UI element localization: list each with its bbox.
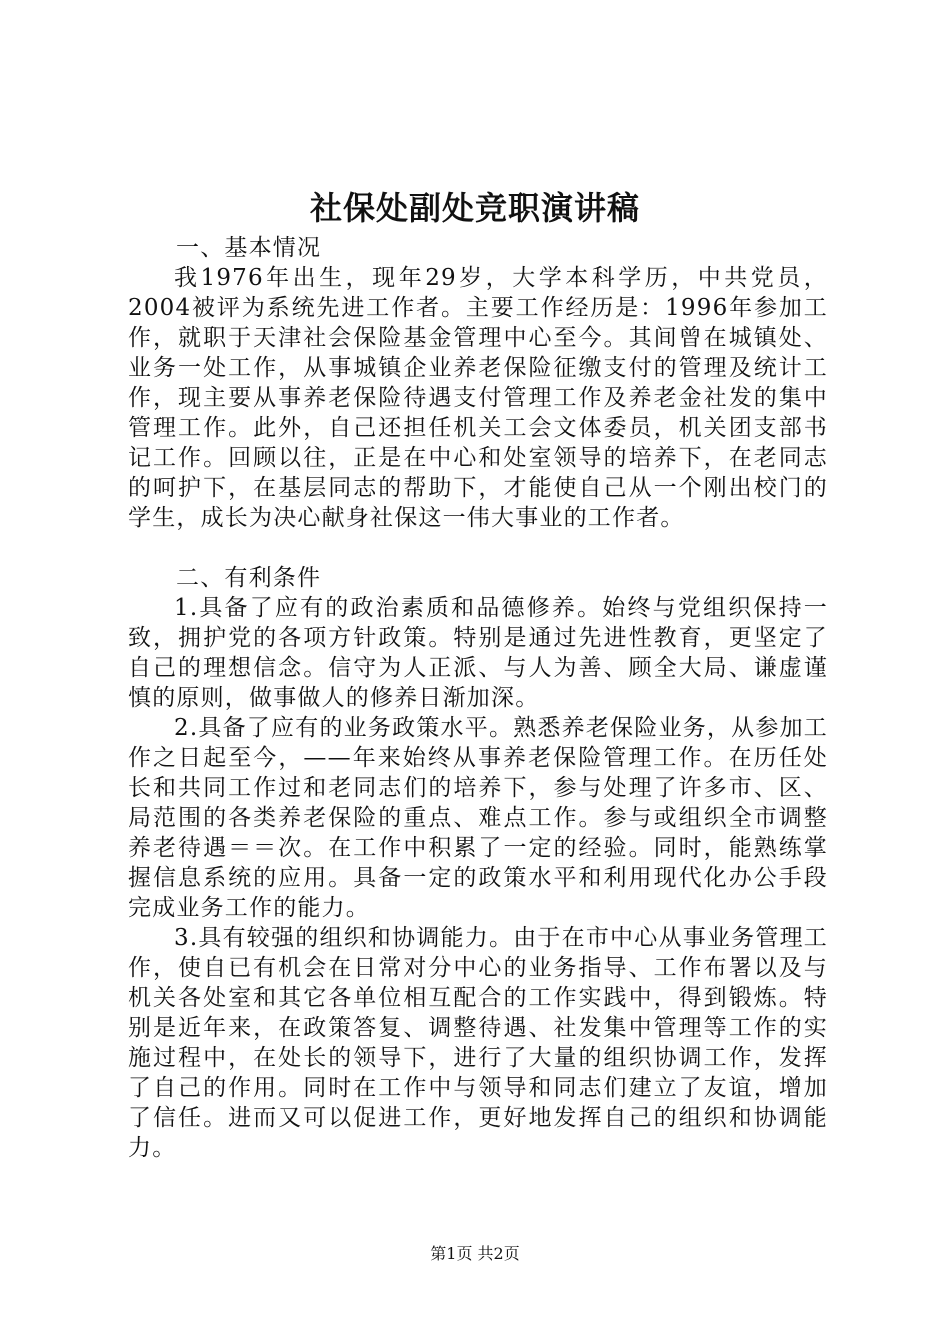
section-heading-advantages: 二、有利条件 [176,565,322,591]
section-paragraph-basic-info: 我1976年出生，现年29岁，大学本科学历，中共党员，2004被评为系统先进工作者。主要工作经历是：1996年参加工作，就职于天津社会保险基金管理中心至今。其间曾在城镇处、业务一处工作，从事城镇企业养老保险征缴支付的管理及统计工作，现主要从事养老保险待遇支付管理工作及养老金社发的集中管理工作。此外，自己还担任机关工会文体委员，机关团支部书记工作。回顾以往，正是在中心和处室领导的培养下，在老同志的呵护下，在基层同志的帮助下，才能使自己从一个刚出校门的学生，成长为决心献身社保这一伟大事业的工作者。 [128,265,828,531]
paragraph-spacer [128,533,828,563]
document-title: 社保处副处竞职演讲稿 [309,189,640,227]
advantage-item-1: 1.具备了应有的政治素质和品德修养。始终与党组织保持一致，拥护党的各项方针政策。特别是通过先进性教育，更坚定了自己的理想信念。信守为人正派、与人为善、顾全大局、谦虚谨慎的原则，做事做人的修养日渐加深。 [128,595,828,711]
advantage-item-3: 3.具有较强的组织和协调能力。由于在市中心从事业务管理工作，使自已有机会在日常对分中心的业务指导、工作布署以及与机关各处室和其它各单位相互配合的工作实践中，得到锻炼。特别是近年来，在政策答复、调整待遇、社发集中管理等工作的实施过程中，在处长的领导下，进行了大量的组织协调工作，发挥了自己的作用。同时在工作中与领导和同志们建立了友谊，增加了信任。进而又可以促进工作，更好地发挥自己的组织和协调能力。 [128,925,828,1161]
section-heading-basic-info: 一、基本情况 [176,235,322,261]
advantage-item-2: 2.具备了应有的业务政策水平。熟悉养老保险业务，从参加工作之日起至今，——年来始终从事养老保险管理工作。在历任处长和共同工作过和老同志们的培养下，参与处理了许多市、区、局范围的各类养老保险的重点、难点工作。参与或组织全市调整养老待遇＝＝次。在工作中积累了一定的经验。同时，能熟练掌握信息系统的应用。具备一定的政策水平和利用现代化办公手段完成业务工作的能力。 [128,715,828,921]
page-footer: 第1页 共2页 [430,1244,520,1263]
document-body [128,233,828,1163]
